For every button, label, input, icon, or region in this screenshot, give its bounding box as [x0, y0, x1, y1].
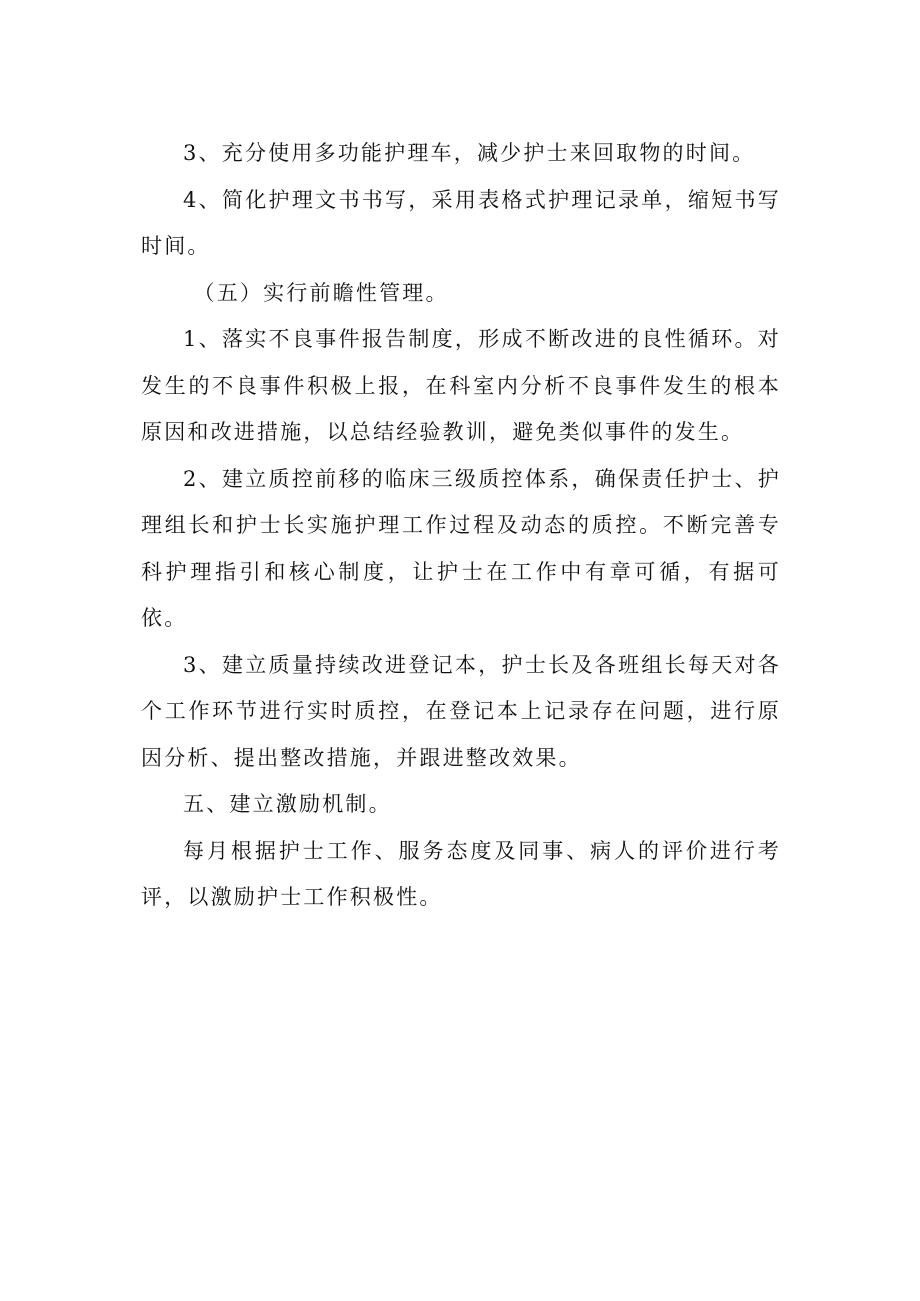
paragraph-item-3: 3、充分使用多功能护理车，减少护士来回取物的时间。 [183, 141, 756, 165]
paragraph-item-3b: 3、建立质量持续改进登记本，护士长及各班组长每天对各个工作环节进行实时质控，在登记本上记录存在问题，进行原因分析、提出整改措施，并跟进整改效果。 [141, 652, 781, 770]
section-heading-incentive: 五、建立激励机制。 [183, 792, 392, 816]
paragraph-item-4: 4、简化护理文书书写，采用表格式护理记录单，缩短书写时间。 [141, 187, 781, 258]
section-heading-five: （五）实行前瞻性管理。 [193, 280, 449, 305]
paragraph-item-2: 2、建立质控前移的临床三级质控体系，确保责任护士、护理组长和护士长实施护理工作过程及动态的质控。不断完善专科护理指引和核心制度，让护士在工作中有章可循，有据可依。 [141, 466, 781, 630]
paragraph-incentive: 每月根据护士工作、服务态度及同事、病人的评价进行考评，以激励护士工作积极性。 [141, 838, 781, 909]
paragraph-item-1: 1、落实不良事件报告制度，形成不断改进的良性循环。对发生的不良事件积极上报，在科室内分析不良事件发生的根本原因和改进措施，以总结经验教训，避免类似事件的发生。 [141, 327, 781, 444]
document-body [141, 130, 781, 921]
